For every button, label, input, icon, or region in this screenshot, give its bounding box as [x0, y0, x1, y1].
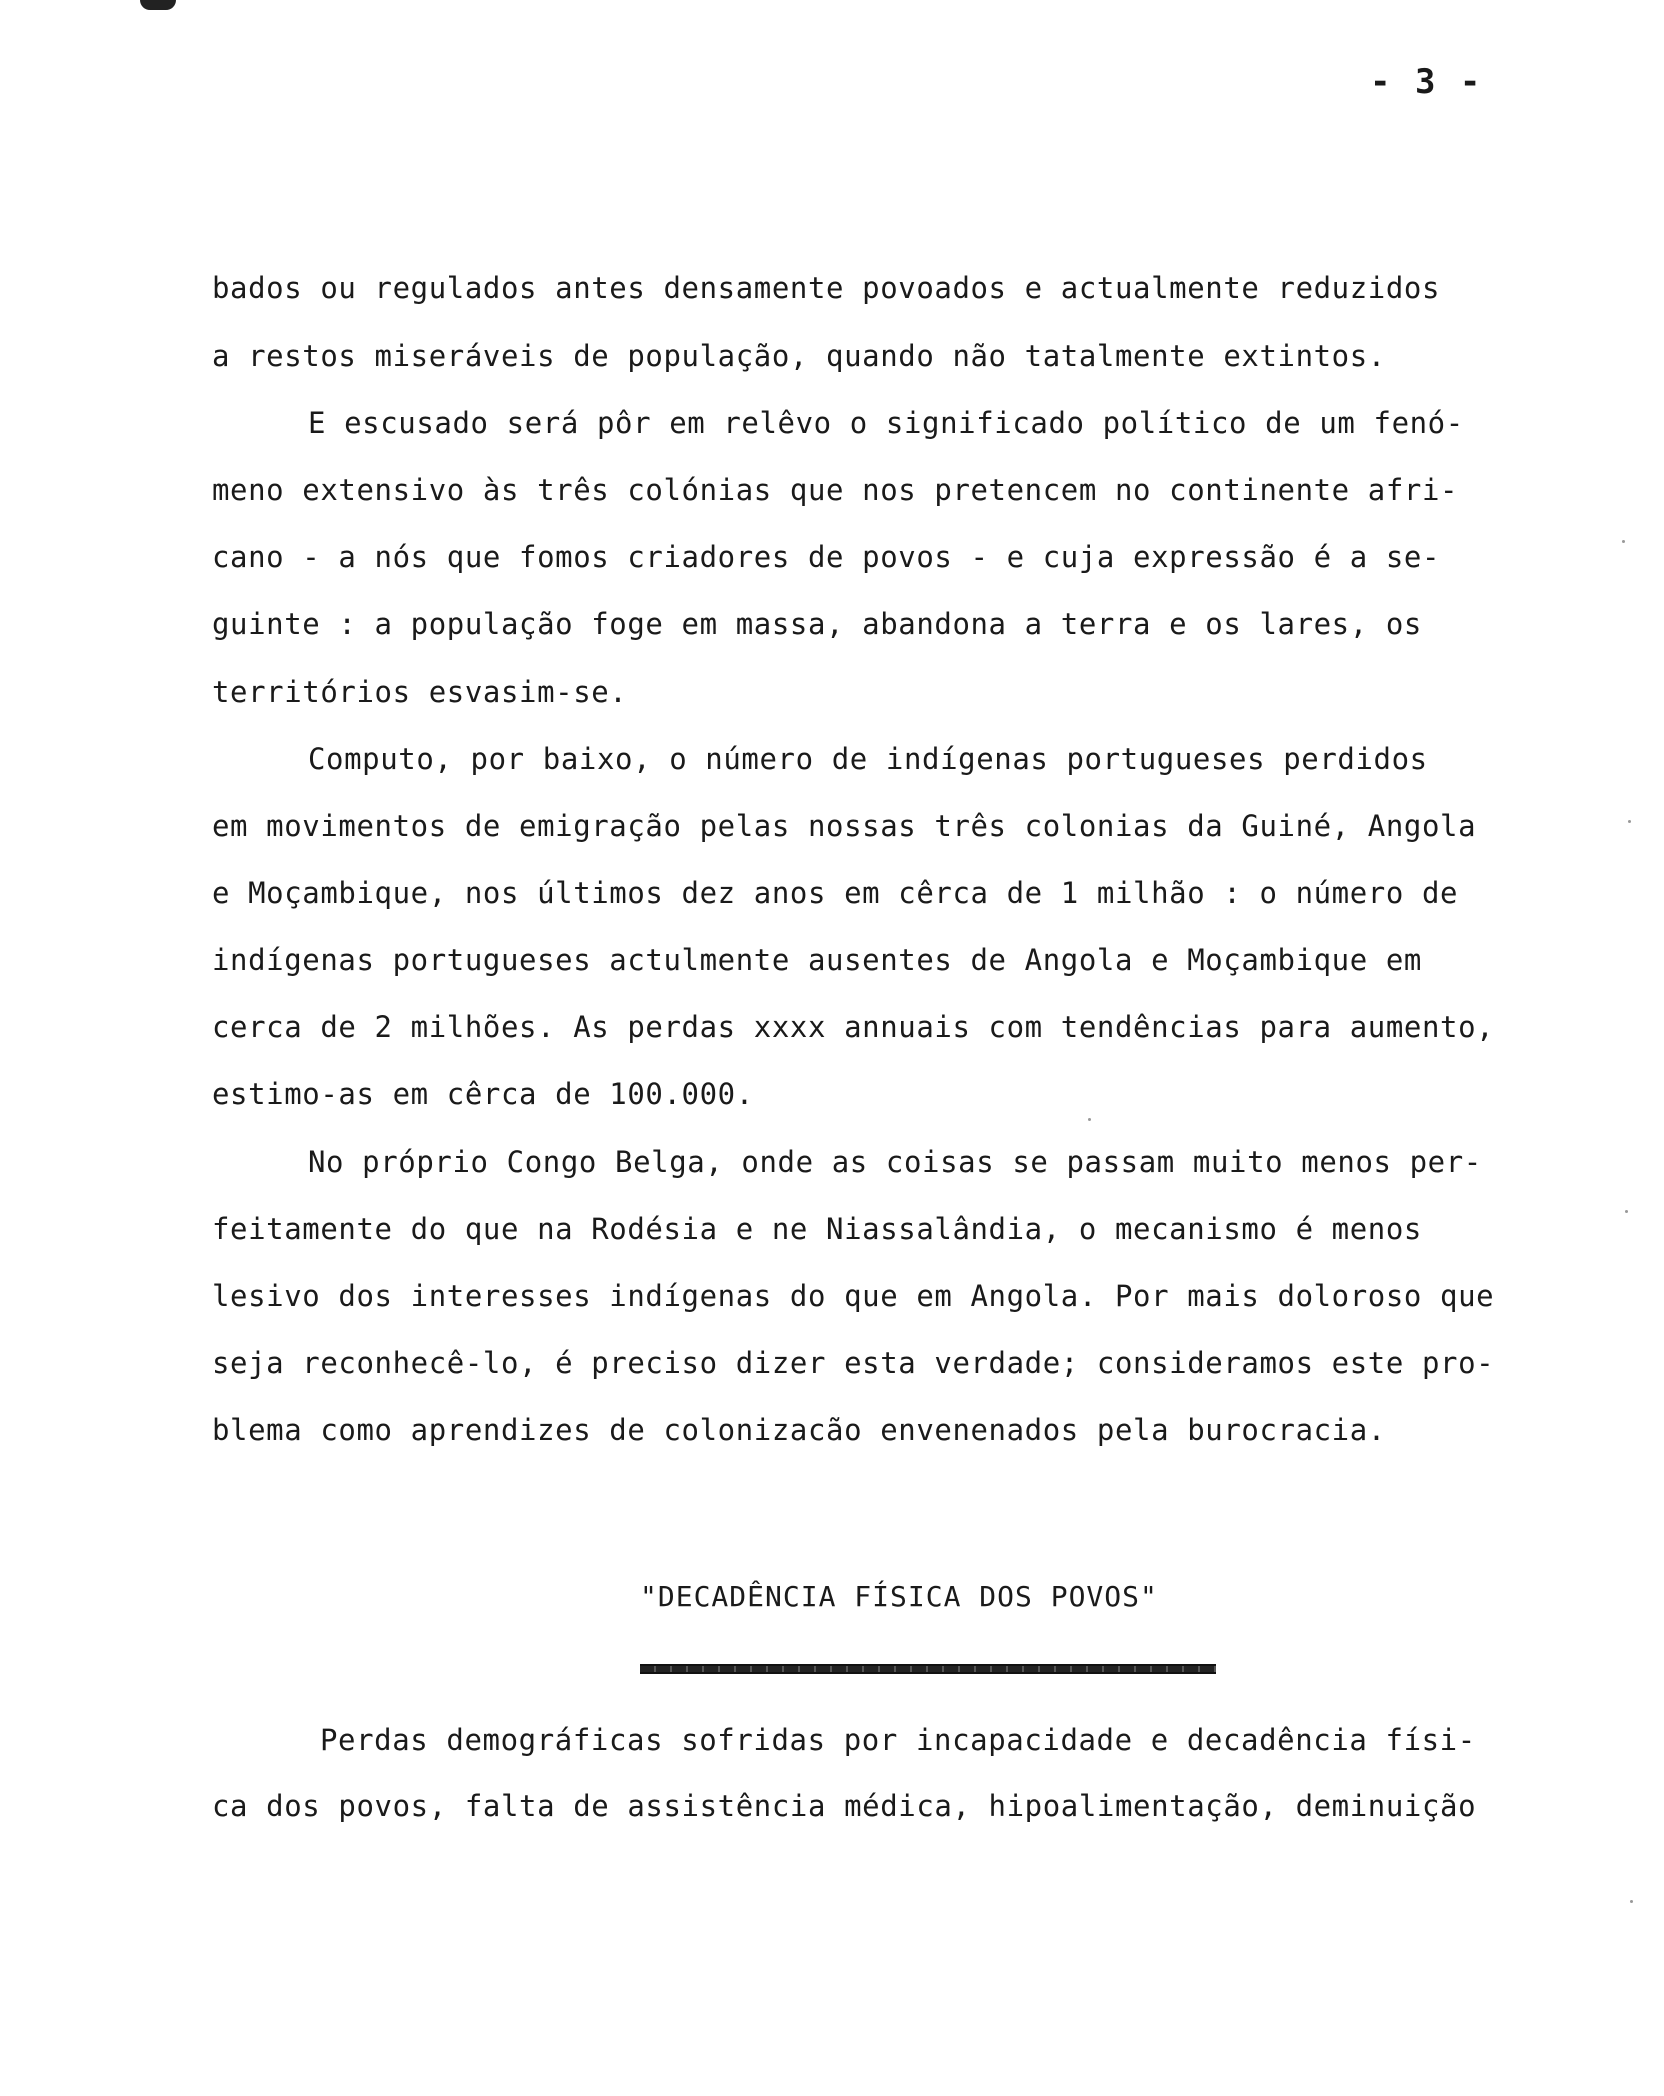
text-line: Perdas demográficas sofridas por incapacidade e decadência físi-	[320, 1723, 1476, 1757]
text-line: e Moçambique, nos últimos dez anos em cêrca de 1 milhão : o número de	[212, 876, 1459, 910]
scan-speck	[1625, 1210, 1628, 1213]
text-line: estimo-as em cêrca de 100.000.	[212, 1077, 754, 1111]
text-line: bados ou regulados antes densamente povoados e actualmente reduzidos	[212, 271, 1441, 305]
section-heading: "DECADÊNCIA FÍSICA DOS POVOS"	[640, 1580, 1158, 1613]
text-line: lesivo dos interesses indígenas do que em Angola. Por mais doloroso que	[212, 1279, 1495, 1313]
text-line: meno extensivo às três colónias que nos pretencem no continente afri-	[212, 473, 1459, 507]
heading-underline	[640, 1664, 1216, 1674]
text-line: seja reconhecê-lo, é preciso dizer esta verdade; consideramos este pro-	[212, 1346, 1495, 1380]
text-line: feitamente do que na Rodésia e ne Niassalândia, o mecanismo é menos	[212, 1212, 1422, 1246]
text-line: territórios esvasim-se.	[212, 675, 628, 709]
scan-speck	[1622, 540, 1625, 543]
text-line: Computo, por baixo, o número de indígenas portugueses perdidos	[308, 742, 1428, 776]
text-line: cano - a nós que fomos criadores de povos - e cuja expressão é a se-	[212, 540, 1441, 574]
text-line: No próprio Congo Belga, onde as coisas se passam muito menos per-	[308, 1145, 1482, 1179]
scan-speck	[1628, 820, 1631, 823]
text-line: cerca de 2 milhões. As perdas xxxx annuais com tendências para aumento,	[212, 1010, 1495, 1044]
text-line: indígenas portugueses actulmente ausentes de Angola e Moçambique em	[212, 943, 1422, 977]
text-line: a restos miseráveis de população, quando não tatalmente extintos.	[212, 339, 1386, 373]
text-line: E escusado será pôr em relêvo o significado político de um fenó-	[308, 406, 1464, 440]
scan-speck	[1630, 1900, 1633, 1903]
text-line: blema como aprendizes de colonizacão envenenados pela burocracia.	[212, 1413, 1386, 1447]
text-line: guinte : a população foge em massa, abandona a terra e os lares, os	[212, 607, 1422, 641]
text-line: em movimentos de emigração pelas nossas três colonias da Guiné, Angola	[212, 809, 1477, 843]
scan-speck	[1088, 1118, 1091, 1121]
page-number: - 3 -	[1370, 62, 1483, 102]
text-line: ca dos povos, falta de assistência médica, hipoalimentação, deminuição	[212, 1789, 1477, 1823]
punch-mark	[140, 0, 176, 10]
